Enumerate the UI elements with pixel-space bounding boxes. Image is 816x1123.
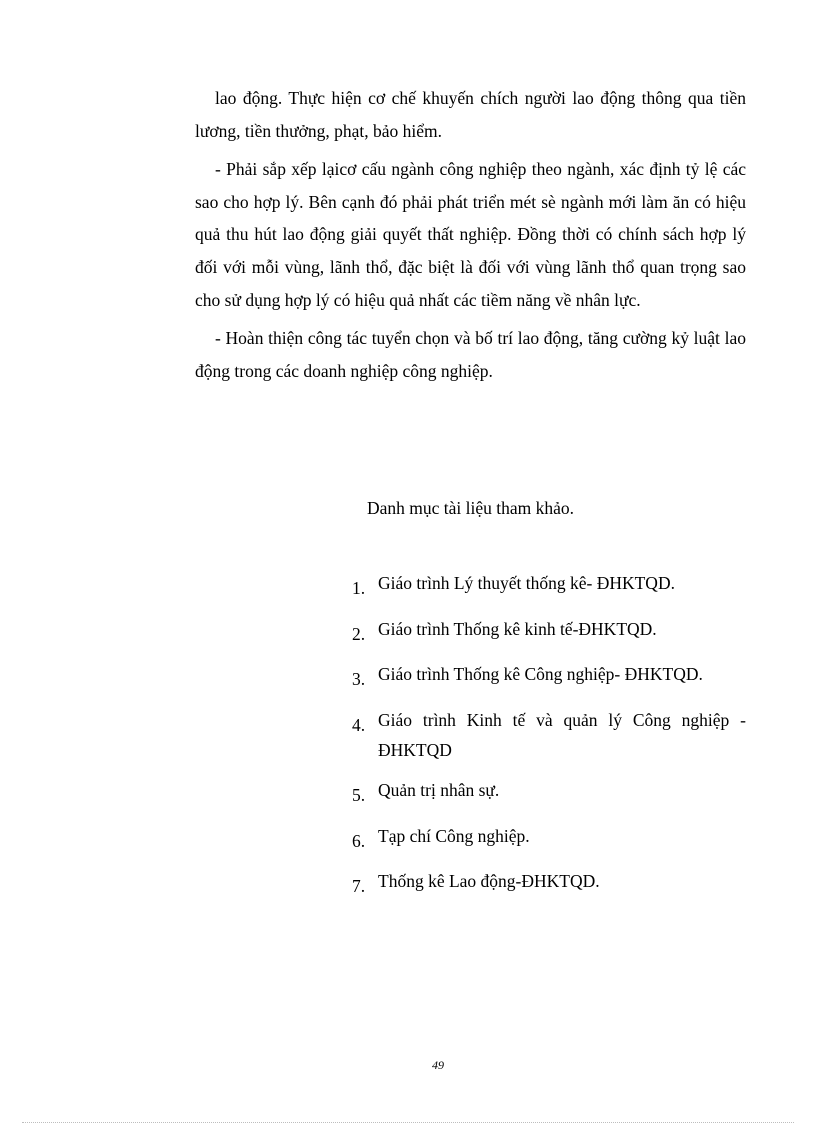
reference-text: Giáo trình Thống kê kinh tế-ĐHKTQD. (378, 618, 657, 639)
reference-text: Giáo trình Kinh tế và quản lý Công nghiệp - ĐHKTQD (378, 709, 746, 760)
reference-item (352, 659, 746, 694)
reference-item (352, 568, 746, 603)
body-text (195, 82, 746, 393)
reference-text: Giáo trình Thống kê Công nghiệp- ĐHKTQD. (378, 664, 703, 684)
paragraph-recruitment: - Hoàn thiện công tác tuyển chọn và bố trí lao động, tăng cường kỷ luật lao động trong các doanh nghiệp công nghiệp. (195, 328, 746, 381)
reference-number: 7. (352, 876, 366, 896)
paragraph-restructure-industry: - Phải sắp xếp lạicơ cấu ngành công nghiệp theo ngành, xác định tỷ lệ các sao cho hợp lý. Bên cạnh đó phải phát triển mét sè ngành mới làm ăn có hiệu quả thu hút lao động giải quyết thất nghiệp. Đồng thời có chính sách hợp lý đối với mỗi vùng, lãnh thổ, đặc biệt là đối với vùng lãnh thổ quan trọng sao cho sử dụng hợp lý có hiệu quả nhất các tiềm năng về nhân lực. (195, 159, 746, 310)
reference-number: 6. (352, 830, 366, 851)
paragraph-continuation: lao động. Thực hiện cơ chế khuyến chích người lao động thông qua tiền lương, tiền thưởng, phạt, bảo hiểm. (195, 88, 746, 141)
reference-number: 5. (352, 785, 366, 805)
reference-text: Tạp chí Công nghiệp. (378, 825, 530, 846)
reference-item (352, 821, 746, 856)
reference-item (352, 614, 746, 649)
reference-number: 1. (352, 578, 366, 598)
reference-item (352, 775, 746, 810)
page-number: 49 (432, 1058, 444, 1072)
references-list (352, 568, 746, 912)
reference-text: Quản trị nhân sự. (378, 780, 500, 800)
reference-text: Giáo trình Lý thuyết thống kê- ĐHKTQD. (378, 573, 675, 593)
reference-number: 3. (352, 669, 366, 689)
reference-number: 2. (352, 623, 366, 644)
reference-number: 4. (352, 714, 366, 735)
references-title: Danh mục tài liệu tham khảo. (367, 498, 575, 518)
reference-text: Thống kê Lao động-ĐHKTQD. (378, 871, 600, 891)
reference-item (352, 866, 746, 901)
reference-item (352, 705, 746, 765)
